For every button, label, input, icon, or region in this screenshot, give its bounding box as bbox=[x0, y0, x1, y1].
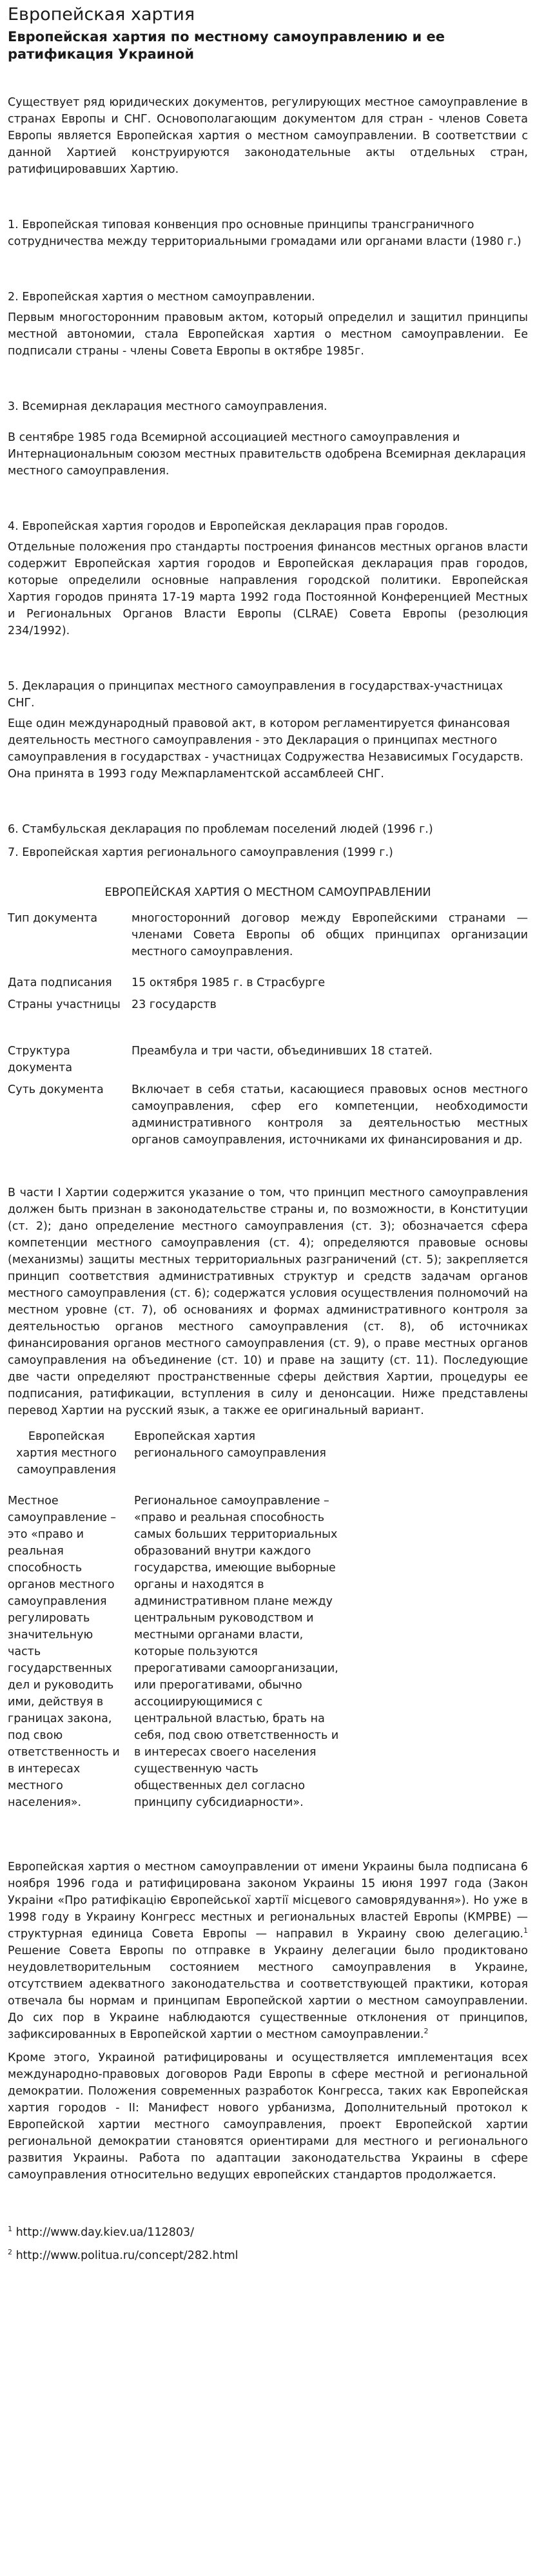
item-2-body: Первым многосторонним правовым актом, который определил и защитил принципы местной автономии, стала Европейская хартия о местном самоуправлении. Ее подписали страны - члены Совета Европы в октябре 1985г. bbox=[8, 311, 528, 358]
charter-structure-table bbox=[8, 1043, 528, 1148]
ukraine-paragraph-1: Европейская хартия о местном самоуправлении от имени Украины была подписана 6 ноября 1996 года и ратифицирована законом Украины 15 июня 1997 года (Закон Украіни «Про ратифікацію Європейської хартії місцевого самоврядування»). Но уже в 1998 году в Украину Конгресс местных и региональных властей Европы (КМРВЕ) — структурная единица Совета Европы — направил в Украину свою делегацию.$^1$ Решение Совета Европы по отправке в Украину делегации было продиктовано неудовлетворительным состоянием местного самоуправления в Украине, отсутствием адекватного законодательства и соответствующей практики, которая отвечала бы нормам и принципам Европейской хартии о местном самоуправлении. До сих пор в Украине наблюдаются существенные отклонения от принципов, зафиксированных в Европейской хартии о местном самоуправлении.$^2$ bbox=[8, 1861, 528, 2041]
charter-row-key: Структура документа bbox=[8, 1045, 73, 1074]
footnote: $^2$ http://www.politua.ru/concept/282.html bbox=[8, 2248, 239, 2262]
item-4-body: Отдельные положения про стандарты построения финансов местных органов власти содержит Европейская хартия городов и Европейская декларация прав городов, которые определили основные направления городской политики. Европейская Хартия городов принята 17-19 марта 1992 года Постоянной Конференцией Местных и Региональных Органов Власти Европы (CLRAE) Совета Европы (резолюция 234/1992). bbox=[8, 541, 528, 637]
footnote-ref: 2 bbox=[424, 2027, 429, 2036]
item-5-body: Еще один международный правовой акт, в котором регламентируется финансовая деятельность местного самоуправления - это Декларация о принципах местного самоуправления в государствах - участницах Содружества Независимых Государств. Она принята в 1993 году Межпарламентской ассамблеей СНГ. bbox=[8, 717, 523, 780]
charter-row-key: Тип документа bbox=[8, 912, 98, 925]
charter-row-key: Страны участницы bbox=[8, 998, 121, 1011]
item-1-title: 1. Европейская типовая конвенция про основные принципы трансграничного сотрудничества между территориальными громадами или органами власти (1980 г.) bbox=[8, 218, 522, 248]
item-4-title: 4. Европейская хартия городов и Европейская декларация прав городов. bbox=[8, 520, 449, 533]
intro-paragraph: Существует ряд юридических документов, регулирующих местное самоуправление в странах Европы и СНГ. Основополагающим документом для стран - членов Совета Европы является Европейская хартия о местном самоуправлении. В соответствии с данной Хартией конструируются законодательные акты отдельных стран, ратифицировавших Хартию. bbox=[8, 96, 528, 176]
item-3-title: 3. Всемирная декларация местного самоуправления. bbox=[8, 400, 327, 413]
charter-heading: ЕВРОПЕЙСКАЯ ХАРТИЯ О МЕСТНОМ САМОУПРАВЛЕНИИ bbox=[104, 886, 431, 899]
comparison-header-regional: Европейская хартия регионального самоуправления bbox=[134, 1430, 326, 1460]
footnote-link[interactable]: http://www.politua.ru/concept/282.html bbox=[12, 2249, 239, 2262]
charter-row-value: 23 государств bbox=[132, 998, 217, 1011]
charter-row-value: многосторонний договор между Европейскими странами — членами Совета Европы об общих принципах организации местного самоуправления. bbox=[132, 912, 528, 958]
item-5-title: 5. Декларация о принципах местного самоуправления в государствах-участницах СНГ. bbox=[8, 680, 503, 710]
footnote: $^1$ http://www.day.kiev.ua/112803/ bbox=[8, 2225, 195, 2239]
ukraine-paragraph-2: Кроме этого, Украиной ратифицированы и осуществляется имплементация всех международно-правовых договоров Ради Европы в сфере местной и региональной демократии. Положения современных разработок Конгресса, таких как Европейская хартия городов - II: Манифест нового урбанизма, Дополнительный протокол к Европейской хартии местного самоуправления, проект Европейской хартии региональной демократии становятся ориентирами для местного и регионального развития Украины. Работа по адаптации законодательства Украины в сфере самоуправления относительно ведущих европейских стандартов продолжается. bbox=[8, 2051, 528, 2182]
part1-paragraph: В части I Хартии содержится указание о том, что принцип местного самоуправления должен быть признан в законодательстве страны и, по возможности, в Конституции (ст. 2); дано определение местного самоуправления (ст. 3); обозначается сфера компетенции местного самоуправления (ст. 4); определяются правовые основы (механизмы) защиты местных территориальных разграничений (ст. 5); закрепляется принцип соответствия административных структур и средств задачам органов местного самоуправления (ст. 6); содержатся условия осуществления полномочий на местном уровне (ст. 7), об основаниях и формах административного контроля за деятельностью органов местного самоуправления (ст. 8), об источниках финансирования органов местного самоуправления (ст. 9), о праве местных органов самоуправления на объединение (ст. 10) и праве на защиту (ст. 11). Последующие две части определяют пространственные сферы действия Хартии, процедуры ее подписания, ратификации, вступления в силу и денонсации. Ниже представлены перевод Хартии на русский язык, а также ее оригинальный вариант. bbox=[8, 1186, 528, 1417]
charter-row-key: Дата подписания bbox=[8, 976, 112, 989]
comparison-header-local: Европейская хартия местного самоуправления bbox=[16, 1430, 117, 1477]
footnote-link[interactable]: http://www.day.kiev.ua/112803/ bbox=[12, 2226, 195, 2239]
comparison-regional-text: Региональное самоуправление – «право и реальная способность самых больших территориальных образований внутри каждого государства, имеющие выборные органы и находятся в административном плане между центральным руководством и местными органами власти, которые пользуются прерогативами самоорганизации, или прерогативами, обычно ассоциирующимися с центральной властью, брать на себя, под свою ответственность и в интересах своего населения существенную часть общественных дел согласно принципу субсидиарности». bbox=[134, 1495, 339, 1809]
charter-row-value: 15 октября 1985 г. в Страсбурге bbox=[132, 976, 326, 989]
charter-row-value: Преамбула и три части, объединивших 18 статей. bbox=[132, 1045, 433, 1058]
item-2-title: 2. Европейская хартия о местном самоуправлении. bbox=[8, 291, 315, 304]
page-subtitle: Европейская хартия по местному самоуправлению и ее ратификация Украиной bbox=[8, 29, 445, 62]
charter-info-table bbox=[8, 910, 528, 1013]
comparison-table bbox=[8, 1428, 528, 1811]
page-title: Европейская хартия bbox=[8, 5, 195, 24]
comparison-local-text: Местное самоуправление – это «право и реальная способность органов местного самоуправления регулировать значительную часть государственных дел и руководить ими, действуя в границах закона, под свою ответственность и в интересах местного населения». bbox=[8, 1495, 120, 1809]
item-3-body: В сентябре 1985 года Всемирной ассоциацией местного самоуправления и Интернациональным союзом местных правительств одобрена Всемирная декларация местного самоуправления. bbox=[8, 431, 526, 478]
footnote-ref: 1 bbox=[523, 1926, 528, 1935]
charter-row-key: Суть документа bbox=[8, 1083, 104, 1096]
item-7-title: 7. Европейская хартия регионального самоуправления (1999 г.) bbox=[8, 846, 393, 859]
charter-row-value: Включает в себя статьи, касающиеся правовых основ местного самоуправления, сфер его компетенции, необходимости административного контроля за деятельностью местных органов самоуправления, источниками их финансирования и др. bbox=[132, 1083, 528, 1147]
item-6-title: 6. Стамбульская декларация по проблемам поселений людей (1996 г.) bbox=[8, 823, 433, 836]
